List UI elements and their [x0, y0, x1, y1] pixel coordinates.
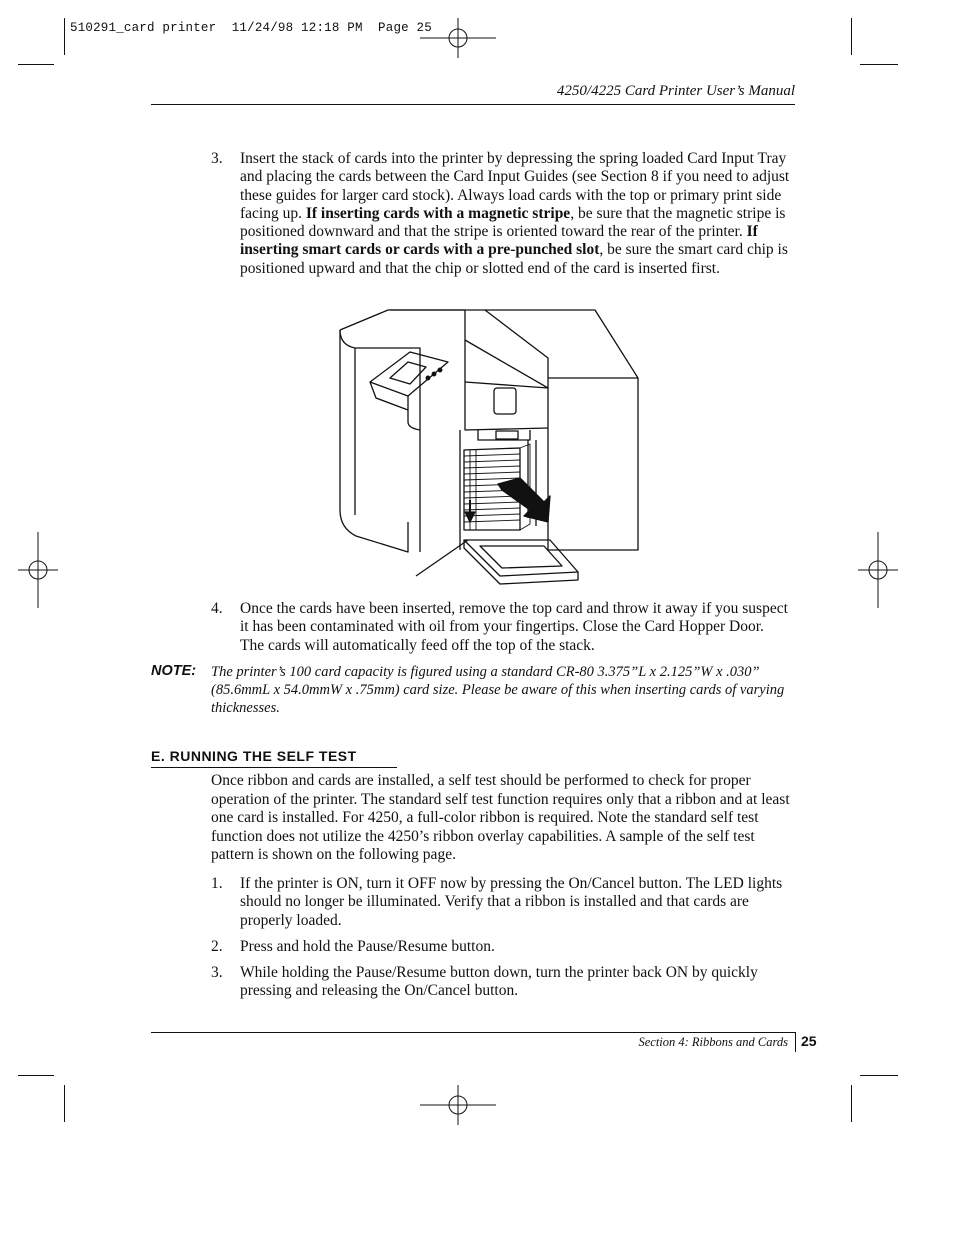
- section-intro: Once ribbon and cards are installed, a self test should be performed to check for proper operation of the printer. The standard self test function requires only that a ribbon and at least one card is installed. For 4250, a full-color ribbon is required. Note the standard self test function does not utilize the 4250’s ribbon overlay capabilities. A sample of the self test pattern is shown on the following page.: [211, 772, 790, 864]
- footer-divider: [795, 1032, 796, 1052]
- self-test-step-1: [211, 875, 791, 930]
- running-header: 4250/4225 Card Printer User’s Manual: [556, 83, 795, 99]
- step-text: Once the cards have been inserted, remove the top card and throw it away if you suspect it has been contaminated with oil from your fingertips. Close the Card Hopper Door. The cards will automatically feed off the top of the stack.: [240, 600, 788, 654]
- self-test-step-2: [211, 938, 791, 956]
- step-text: Insert the stack of cards into the printer by depressing the spring loaded Card Input Tray and placing the cards between the Card Input Guides (see Section 8 if you need to adjust these guides for larger card stock). Always load cards with the top or primary print side facing up. If inserting cards with a magnetic stripe, be sure that the magnetic stripe is positioned downward and that the stripe is oriented toward the rear of the printer. If inserting smart cards or cards with a pre-punched slot, be sure the smart card chip is positioned upward and that the chip or slotted end of the card is inserted first.: [240, 150, 790, 277]
- step-number: 3.: [211, 964, 223, 981]
- step-number: 3.: [211, 150, 223, 167]
- step-3: [211, 150, 791, 278]
- section-heading: E. RUNNING THE SELF TEST: [151, 748, 357, 764]
- registration-mark-right: [858, 532, 898, 608]
- step-text: If the printer is ON, turn it OFF now by pressing the On/Cancel button. The LED lights should no longer be illuminated. Verify that a ribbon is installed and that cards are properly loaded.: [240, 875, 783, 929]
- registration-mark-bottom: [420, 1085, 496, 1125]
- footer-rule: [151, 1032, 795, 1033]
- note-label: NOTE:: [151, 663, 197, 679]
- step-text: Press and hold the Pause/Resume button.: [240, 938, 495, 955]
- step-text: While holding the Pause/Resume button down, turn the printer back ON by quickly pressing and releasing the On/Cancel button.: [240, 964, 758, 1000]
- step-number: 4.: [211, 600, 223, 617]
- note-text: The printer’s 100 card capacity is figured using a standard CR-80 3.375”L x 2.125”W x .030” (85.6mmL x 54.0mmW x .75mm) card size. Please be aware of this when inserting cards of varying thicknesses.: [211, 664, 785, 716]
- emphasis-smart-cards: If inserting smart cards or cards with a pre-punched slot: [240, 223, 758, 259]
- header-rule: [151, 104, 795, 105]
- step-4: [211, 600, 791, 655]
- step-number: 1.: [211, 875, 223, 892]
- footer-section-title: Section 4: Ribbons and Cards: [638, 1035, 788, 1049]
- self-test-step-3: [211, 964, 791, 1001]
- print-slug: 510291_card printer 11/24/98 12:18 PM Page 25: [70, 21, 432, 35]
- section-heading-rule: [151, 767, 397, 768]
- page-number: 25: [801, 1033, 817, 1049]
- printer-card-loading-illustration: [330, 300, 642, 582]
- registration-mark-top: [420, 18, 496, 58]
- registration-mark-left: [18, 532, 58, 608]
- emphasis-magnetic-stripe: If inserting cards with a magnetic stripe: [305, 204, 571, 222]
- step-number: 2.: [211, 938, 223, 955]
